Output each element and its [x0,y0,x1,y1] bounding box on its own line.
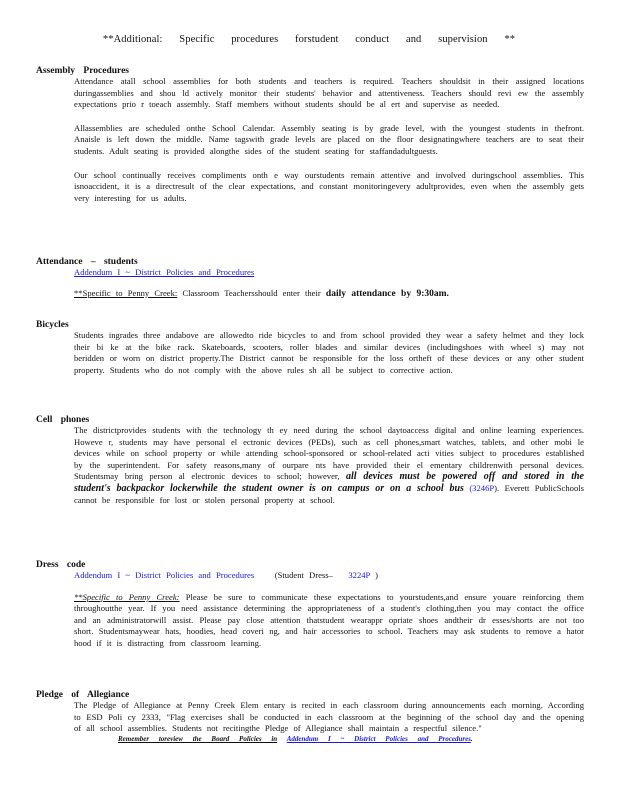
cell-phones-heading: Cell phones [36,415,90,425]
dress-code-section [36,560,584,650]
assembly-paragraph-3: Our school continually receives compliments onth e way ourstudents remain attentive and involved duringschool assemblies. This isnoaccident, it is a directresult of the clear expectations, and constant monitoringevery adultprovides, even when the assembly gets very interesting for us adults. [74,169,584,203]
attendance-note [74,288,584,301]
attendance-note-lead: **Specific to Penny Creek: [74,287,178,298]
attendance-note-bold: daily attendance by 9:30am. [325,288,449,299]
attendance-section [36,257,584,300]
attendance-addendum-link[interactable]: Addendum I ~ District Policies and Procedures [74,267,255,277]
dress-code-addendum-line [74,570,584,582]
pledge-footer-end: . [470,734,473,743]
bicycles-heading: Bicycles [36,320,69,330]
cell-phones-paragraph [74,425,584,506]
cell-phones-text-start: The districtprovides students with the technology th ey need during the school daytoaccess digital and online learning experiences. Howeve r, students may have personal el ectronic devices (PEDs), such as cell phones,smart watches, tablets, and other mobi le devices while on school property or while attending school-sponsored or school-related acti vities subject to procedures established by the superintendent. For safety reasons,many of ourpare nts have provided their el ementary childrenwith personal devices. Studentsmay bring person al electronic devices to school; however, [74,425,584,482]
attendance-addendum-line [74,267,584,279]
assembly-paragraph-2: Allassemblies are scheduled onthe School Calendar. Assembly seating is by grade level, with the youngest students in thefront. Anaisle is left down the middle. Name tagswith grade levels are placed on the floor designatingwhere teachers are to seat their students. Adult seating is provided alongthe sides of the student seating for staffandadultguests. [74,122,584,156]
pledge-section [36,690,584,743]
cell-phones-text-end: ). Everett PublicSchools cannot be responsible for lost or stolen personal property at school. [74,482,584,505]
cell-phones-policy-code[interactable]: (3246P [469,482,495,493]
pledge-paragraph: The Pledge of Allegiance at Penny Creek Elem entary is recited in each classroom during announcements each morning. According to ESD Poli cy 2333, "Flag exercises shall be conducted in each classroom at the beginning of the school day and the opening of all school assemblies. Students not recitingthe Pledge of Allegiance shall maintain a respectful silence." [74,700,584,734]
page-title: **Additional: Specific procedures forstudent conduct and supervision ** [102,34,516,45]
dress-code-note-lead: **Specific to Penny Creek: [74,591,180,602]
attendance-note-text: Classroom Teachersshould enter their [182,287,321,298]
pledge-footer [118,735,584,743]
dress-code-addendum-link[interactable]: Addendum I ~ District Policies and Procedures [74,570,255,580]
dress-code-heading: Dress code [36,560,86,570]
dress-code-policy-code[interactable]: 3224P [348,570,371,580]
pledge-footer-text: Remember toreview the Board Policies in [118,734,278,743]
dress-code-addendum-close: ) [375,570,379,580]
bicycles-paragraph: Students ingrades three andabove are allowedto ride bicycles to and from school provided they wear a safety helmet and they lock their bi ke at the bike rack. Skateboards, scooters, roller blades and similar devices (includingshoes with wheel s) may not beridden or worn on district property.The District cannot be responsible for the loss ortheft of these devices or any other student property. Students who do not comply with the above rules sh all be subject to corrective action. [74,330,584,375]
cell-phones-bold-rule: all devices must be powered off and stored in the student's backpackor lockerwhile the student owner is on campus or on a school bus [74,471,584,494]
bicycles-section [36,320,584,376]
dress-code-note [74,592,584,650]
assembly-heading: Assembly Procedures [36,66,129,76]
assembly-section [36,66,584,204]
dress-code-addendum-suffix: (Student Dress– [274,570,333,580]
pledge-heading: Pledge of Allegiance [36,690,130,700]
dress-code-note-text: Please be sure to communicate these expectations to yourstudents,and ensure youare reinforcing them throughoutthe year. If you need assistance determining the appropriateness of a student's clothing,then you may contact the office and an administratorwill assist. Please pay close attention thatstudent wearappr opriate shoes andtheir dr esses/shorts are not too short. Studentsmaywear hats, hoodies, head coveri ng, and hair accessories to school. Teachers may ask students to remove a hator hood if it is distracting from classroom learning. [74,591,584,648]
attendance-heading: Attendance – students [36,257,138,267]
cell-phones-section [36,415,584,506]
pledge-footer-link[interactable]: Addendum I ~ District Policies and Procedures [286,734,471,743]
assembly-paragraph-1: Attendance atall school assemblies for both students and teachers is required. Teachers shouldsit in their assigned locations duringassemblies and shou ld actively monitor their students' behavior and attentiveness. Teachers should revi ew the assembly expectations prio r toeach assembly. Staff members without students should be al ert and supervise as needed. [74,76,584,110]
